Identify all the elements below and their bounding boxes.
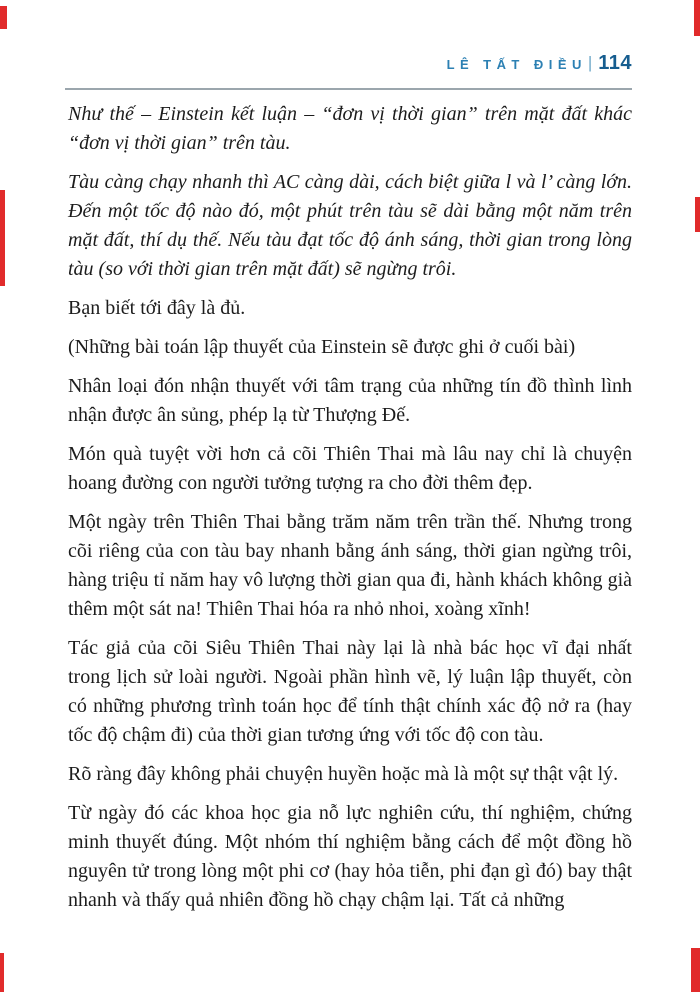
paragraph: Từ ngày đó các khoa học gia nỗ lực nghiên cứu, thí nghiệm, chứng minh thuyết đúng. Một nhóm thí nghiệm bằng cách để một đồng hồ nguyên tử trong lòng một phi cơ (hay hỏa tiễn, phi đạn gì đó) bay thật nhanh và thấy quả nhiên đồng hồ chạy chậm lại. Tất cả những (68, 802, 632, 911)
paragraph: Rõ ràng đây không phải chuyện huyền hoặc mà là một sự thật vật lý. (68, 763, 619, 785)
header-rule (65, 88, 632, 90)
paragraph: Tàu càng chạy nhanh thì AC càng dài, cách biệt giữa l và l’ càng lớn. Đến một tốc độ nào đó, một phút trên tàu sẽ dài bằng một năm trên mặt đất, thí dụ thế. Nếu tàu đạt tốc độ ánh sáng, thời gian trong lòng tàu (so với thời gian trên mặt đất) sẽ ngừng trôi. (68, 171, 632, 280)
paragraph: Tác giả của cõi Siêu Thiên Thai này lại là nhà bác học vĩ đại nhất trong lịch sử loài người. Ngoài phần hình vẽ, lý luận lập thuyết, còn có những phương trình toán học để tính thật chính xác độ nở ra (hay tốc độ chậm đi) của thời gian tương ứng với tốc độ con tàu. (68, 637, 632, 746)
paragraph: Nhân loại đón nhận thuyết với tâm trạng của những tín đồ thình lình nhận được ân sủng, phép lạ từ Thượng Đế. (68, 375, 632, 426)
header-separator: | (587, 53, 593, 72)
paragraph: Như thế – Einstein kết luận – “đơn vị thời gian” trên mặt đất khác “đơn vị thời gian” trên tàu. (68, 103, 632, 154)
paragraph: Món quà tuyệt vời hơn cả cõi Thiên Thai mà lâu nay chỉ là chuyện hoang đường con người tưởng tượng ra cho đời thêm đẹp. (68, 443, 632, 494)
scan-edge-mark (694, 0, 700, 36)
page-body (68, 100, 632, 925)
page-number: 114 (598, 52, 632, 74)
paragraph: Bạn biết tới đây là đủ. (68, 297, 246, 319)
paragraph: Một ngày trên Thiên Thai bằng trăm năm trên trần thế. Nhưng trong cõi riêng của con tàu bay nhanh bằng ánh sáng, thời gian ngừng trôi, hàng triệu tỉ năm hay vô lượng thời gian qua đi, hành khách không già thêm một sát na! Thiên Thai hóa ra nhỏ nhoi, xoàng xĩnh! (68, 511, 632, 620)
paragraph: (Những bài toán lập thuyết của Einstein sẽ được ghi ở cuối bài) (68, 336, 576, 358)
scan-edge-mark (0, 953, 4, 992)
running-header (65, 52, 632, 75)
scan-edge-mark (0, 6, 7, 29)
scan-edge-mark (691, 948, 700, 992)
scan-edge-mark (695, 197, 700, 232)
running-header-author: LÊ TẤT ĐIỀU (446, 57, 587, 72)
scan-edge-mark (0, 190, 5, 286)
